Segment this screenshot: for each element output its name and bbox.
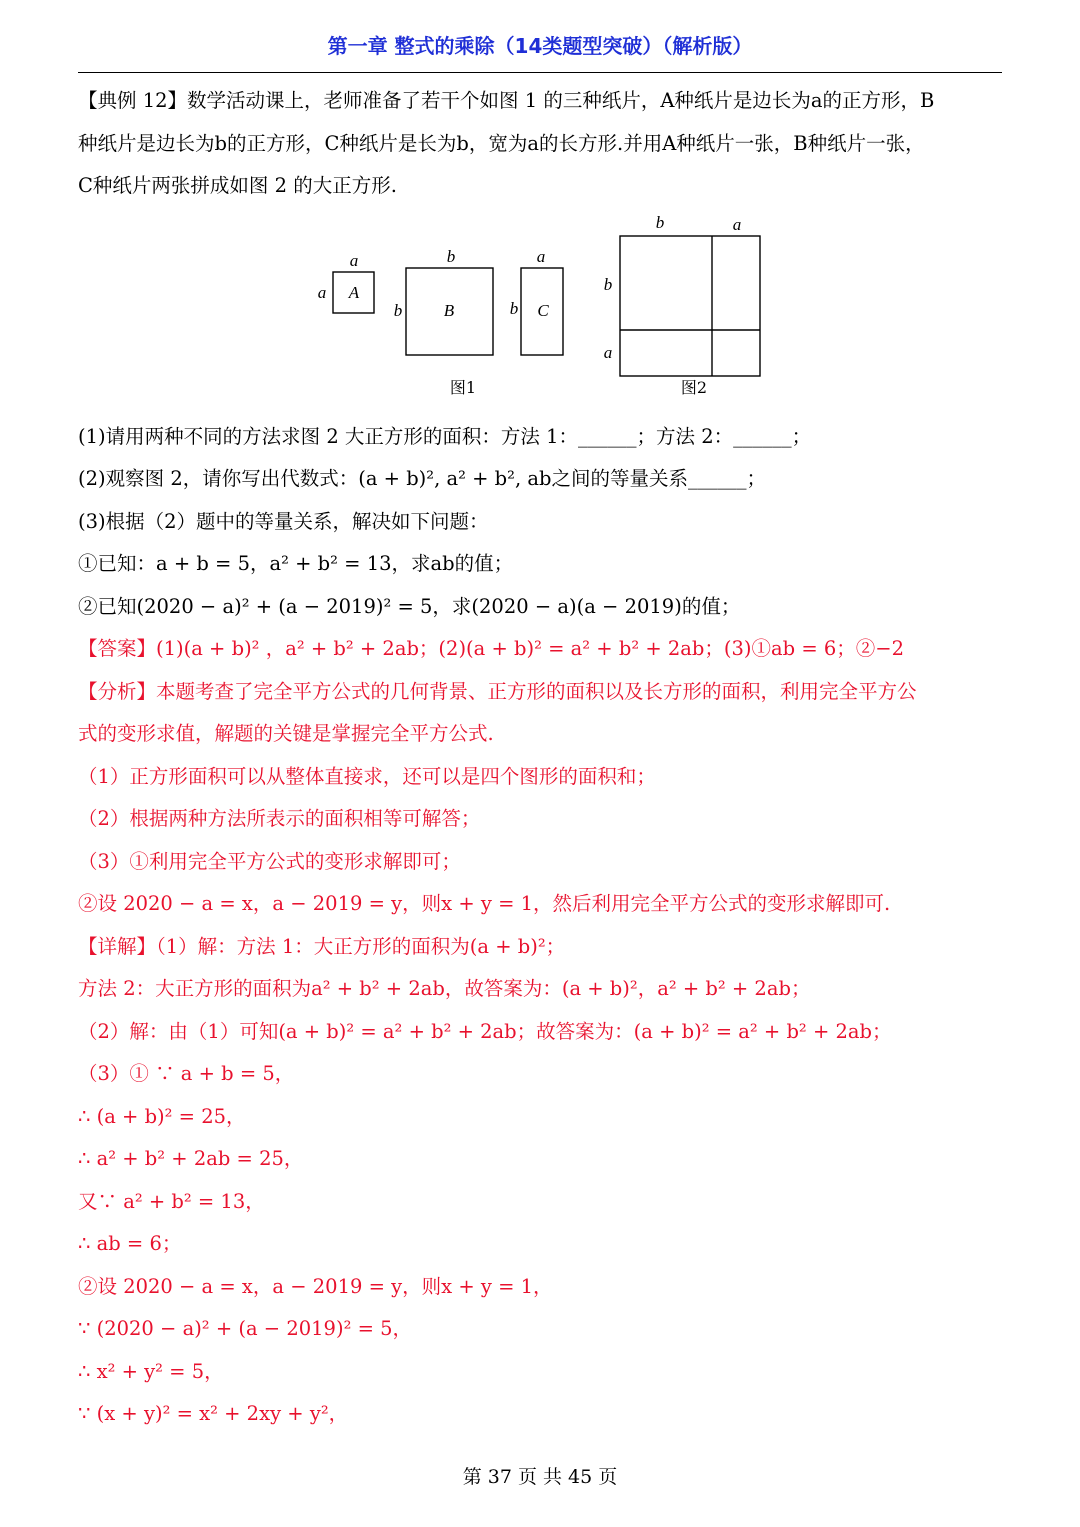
label-a-side-fig2: a (603, 342, 613, 362)
label-C: C (537, 300, 549, 320)
question-line: ①已知：a + b = 5，a² + b² = 13，求ab的值； (78, 552, 514, 575)
detail-line: ∴ (a + b)² = 25， (78, 1104, 246, 1128)
analysis-line: 式的变形求值，解题的关键是掌握完全平方公式. (78, 722, 494, 745)
analysis-line: （3）①利用完全平方公式的变形求解即可； (78, 849, 461, 873)
big-square (620, 236, 760, 376)
question-line: (1)请用两种不同的方法求图 2 大正方形的面积：方法 1：______；方法 2：______； (78, 424, 812, 448)
detail-line: （3）① ∵ a + b = 5， (78, 1062, 295, 1085)
analysis-line: （1）正方形面积可以从整体直接求，还可以是四个图形的面积和； (78, 764, 656, 788)
label-a-side: a (317, 282, 327, 302)
label-b-top: b (446, 246, 456, 266)
page-number: 第 37 页 共 45 页 (462, 1466, 618, 1488)
detail-line: 方法 2：大正方形的面积为a² + b² + 2ab，故答案为：(a + b)²，a² + b² + 2ab； (78, 977, 811, 1000)
geometry-figure (78, 208, 1006, 416)
label-a-top: a (349, 250, 359, 270)
label-a-top-fig2: a (732, 214, 742, 234)
figure-area (78, 208, 1006, 416)
detail-line: ∵ (2020 − a)² + (a − 2019)² = 5， (78, 1317, 413, 1340)
detail-line: ∴ a² + b² + 2ab = 25， (78, 1147, 304, 1170)
questions (78, 416, 1006, 629)
main-content (78, 80, 1006, 1436)
label-b-top-fig2: b (655, 212, 665, 232)
detail-line: 【详解】（1）解：方法 1：大正方形的面积为(a + b)²； (78, 934, 566, 958)
detail-line: ∵ (x + y)² = x² + 2xy + y²， (78, 1402, 349, 1425)
detail-line: ②设 2020 − a = x，a − 2019 = y，则x + y = 1， (78, 1274, 553, 1298)
detail-line: 又∵ a² + b² = 13， (78, 1189, 265, 1213)
fig1-caption: 图1 (449, 377, 477, 397)
problem-line: 种纸片是边长为b的正方形，C种纸片是长为b，宽为a的长方形.并用A种纸片一张，B种纸片一张， (78, 131, 925, 155)
analysis-line: ②设 2020 − a = x，a − 2019 = y，则x + y = 1，然后利用完全平方公式的变形求解即可. (78, 892, 891, 915)
header-divider (78, 72, 1002, 73)
detail-line: ∴ x² + y² = 5， (78, 1359, 224, 1383)
solution-block (78, 628, 1006, 1436)
problem-line: C种纸片两张拼成如图 2 的大正方形. (78, 174, 397, 197)
analysis-line: （2）根据两种方法所表示的面积相等可解答； (78, 807, 481, 830)
answer-line: 【答案】(1)(a + b)² ，a² + b² + 2ab；(2)(a + b)² = a² + b² + 2ab；(3)①ab = 6；②−2 (78, 637, 905, 660)
analysis-line: 【分析】本题考查了完全平方公式的几何背景、正方形的面积以及长方形的面积，利用完全平方公 (78, 679, 917, 703)
label-b-side-c: b (509, 298, 519, 318)
label-a-top-c: a (536, 246, 546, 266)
label-A: A (348, 282, 360, 302)
question-line: (2)观察图 2，请你写出代数式：(a + b)², a² + b², ab之间的等量关系______； (78, 467, 766, 490)
question-line: ②已知(2020 − a)² + (a − 2019)² = 5，求(2020 − a)(a − 2019)的值； (78, 594, 741, 618)
fig2-caption: 图2 (680, 377, 708, 397)
page-header-title: 第一章 整式的乘除（14类题型突破）（解析版） (327, 34, 753, 58)
label-b-side: b (393, 300, 403, 320)
problem-statement (78, 80, 1006, 208)
detail-line: ∴ ab = 6； (78, 1232, 182, 1255)
detail-line: （2）解：由（1）可知(a + b)² = a² + b² + 2ab；故答案为：(a + b)² = a² + b² + 2ab； (78, 1019, 892, 1043)
problem-line: 【典例 12】数学活动课上，老师准备了若干个如图 1 的三种纸片，A种纸片是边长为a的正方形，B (78, 89, 935, 112)
label-B: B (443, 300, 455, 320)
question-line: (3)根据（2）题中的等量关系，解决如下问题： (78, 509, 489, 533)
label-b-side-fig2: b (603, 274, 613, 294)
